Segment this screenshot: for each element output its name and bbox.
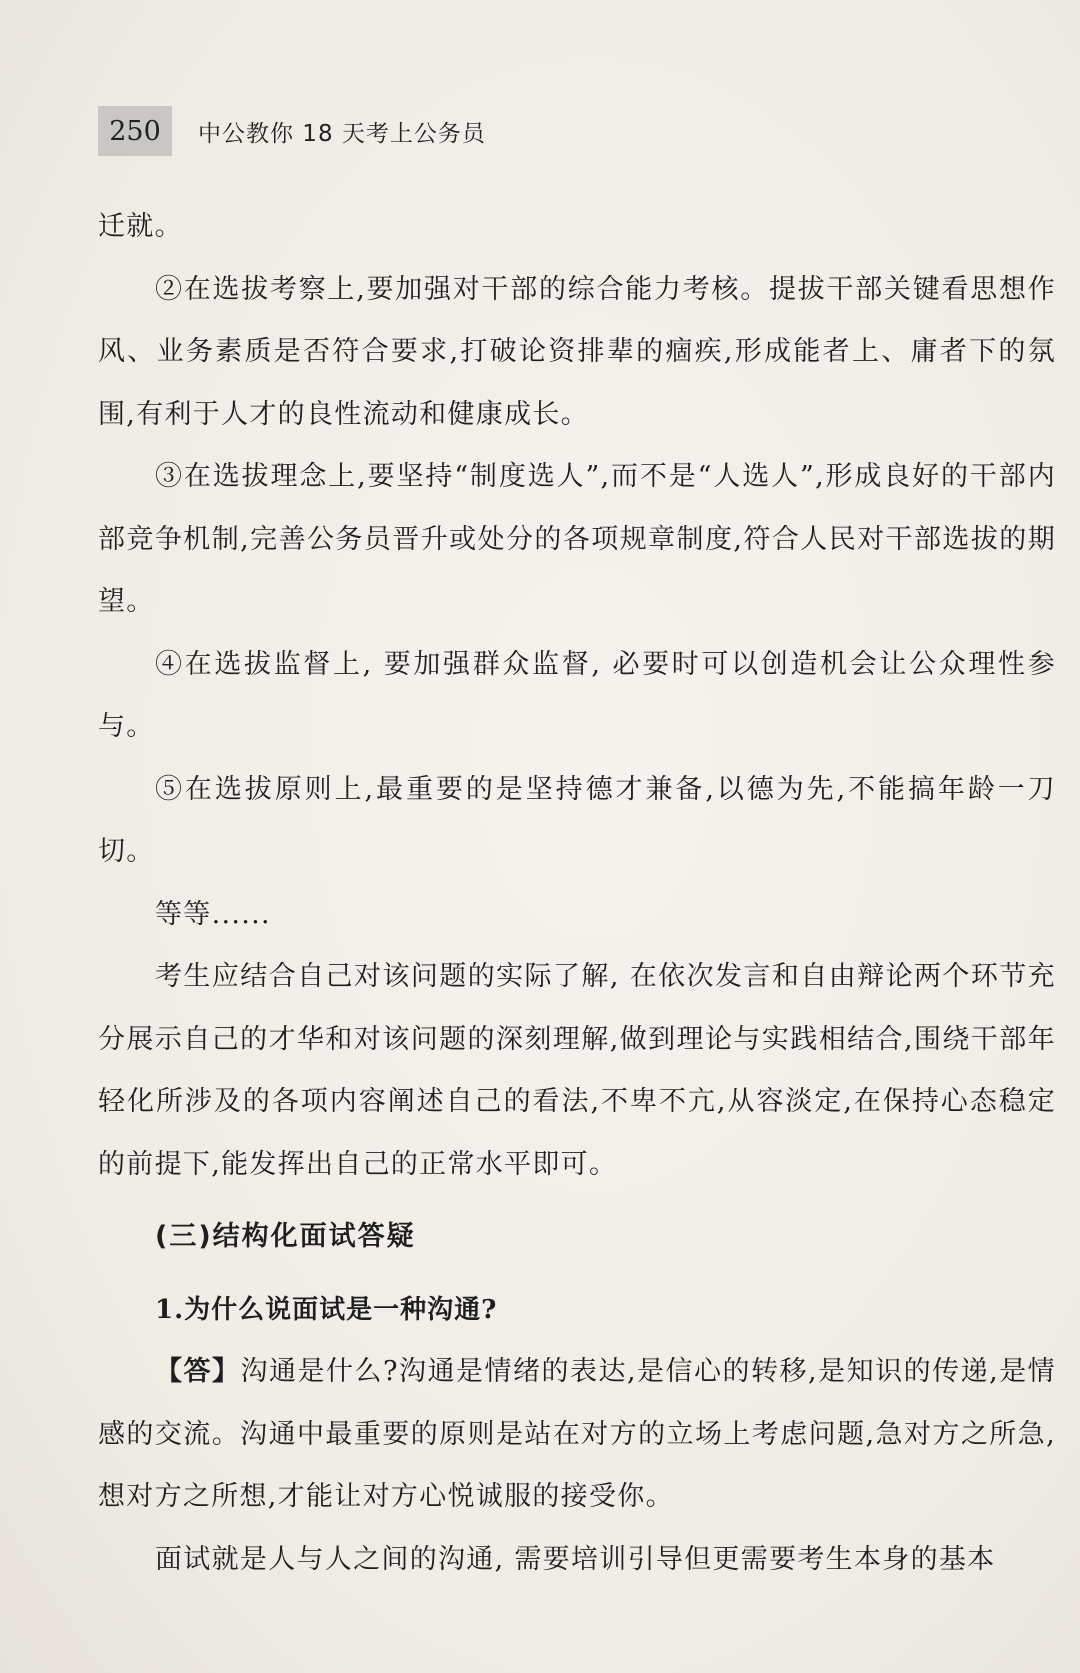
- question-heading: 1.为什么说面试是一种沟通?: [155, 1294, 498, 1325]
- section-heading: (三)结构化面试答疑: [155, 1221, 416, 1252]
- paragraph-point-5: ⑤在选拔原则上,最重要的是坚持德才兼备,以德为先,不能搞年龄一刀切。: [98, 773, 1056, 867]
- paragraph-point-3: ③在选拔理念上,要坚持“制度选人”,而不是“人选人”,形成良好的干部内部竞争机制,完善公务员晋升或处分的各项规章制度,符合人民对干部选拔的期望。: [98, 461, 1056, 617]
- page-body: [98, 196, 1056, 1591]
- paragraph-point-2: ②在选拔考察上,要加强对干部的综合能力考核。提拔干部关键看思想作风、业务素质是否符合要求,打破论资排辈的痼疾,形成能者上、庸者下的氛围,有利于人才的良性流动和健康成长。: [98, 273, 1056, 430]
- page-number: 250: [98, 106, 172, 156]
- paragraph-continuation: 迁就。: [98, 211, 183, 242]
- paragraph-advice: 考生应结合自己对该问题的实际了解, 在依次发言和自由辩论两个环节充分展示自己的才华和对该问题的深刻理解,做到理论与实践相结合,围绕干部年轻化所涉及的各项内容阐述自己的看法,不卑不亢,从容淡定,在保持心态稳定的前提下,能发挥出自己的正常水平即可。: [98, 961, 1056, 1180]
- answer-label: 【答】: [155, 1356, 241, 1387]
- page-header: [98, 106, 486, 156]
- answer-paragraph: [98, 1341, 1056, 1529]
- book-title: 中公教你 18 天考上公务员: [198, 120, 486, 147]
- answer-text: 沟通是什么?沟通是情绪的表达,是信心的转移,是知识的传递,是情感的交流。沟通中最重要的原则是站在对方的立场上考虑问题,急对方之所急,想对方之所想,才能让对方心悦诚服的接受你。: [98, 1356, 1056, 1512]
- paragraph-etc: 等等......: [155, 898, 271, 930]
- paragraph-point-4: ④在选拔监督上, 要加强群众监督, 必要时可以创造机会让公众理性参与。: [98, 648, 1056, 742]
- paragraph-last: 面试就是人与人之间的沟通, 需要培训引导但更需要考生本身的基本: [155, 1543, 996, 1575]
